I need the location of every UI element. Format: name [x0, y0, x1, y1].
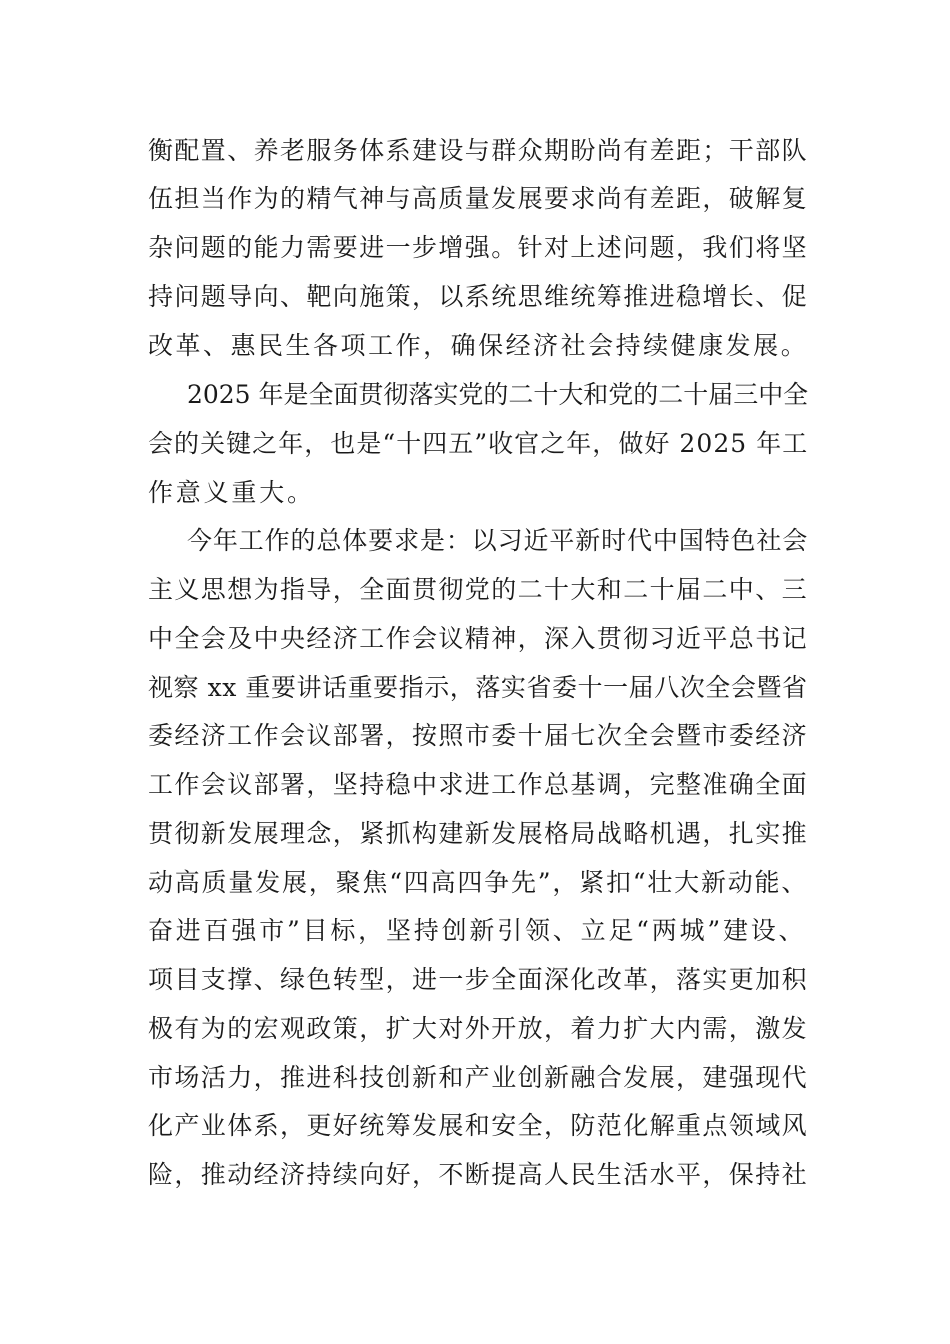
body-text-line: 杂问题的能力需要进一步增强。针对上述问题，我们将坚 — [148, 233, 809, 262]
body-text-line: 贯彻新发展理念，紧抓构建新发展格局战略机遇，扎实推 — [148, 819, 809, 848]
body-text-line: 委经济工作会议部署，按照市委十届七次全会暨市委经济 — [148, 721, 809, 750]
body-text-line: 改革、惠民生各项工作，确保经济社会持续健康发展。 — [148, 331, 809, 360]
body-text-line: 会的关键之年，也是“十四五”收官之年，做好 2025 年工 — [148, 429, 809, 458]
body-text-line: 化产业体系，更好统筹发展和安全，防范化解重点领域风 — [148, 1111, 809, 1140]
body-text-line: 衡配置、养老服务体系建设与群众期盼尚有差距；干部队 — [148, 136, 809, 165]
paragraph-start-line: 今年工作的总体要求是：以习近平新时代中国特色社会 — [187, 526, 809, 555]
body-text-line: 险，推动经济持续向好，不断提高人民生活水平，保持社 — [148, 1160, 809, 1189]
body-text-line: 中全会及中央经济工作会议精神，深入贯彻习近平总书记 — [148, 624, 809, 653]
body-text-line: 工作会议部署，坚持稳中求进工作总基调，完整准确全面 — [148, 770, 809, 799]
body-text-line: 项目支撑、绿色转型，进一步全面深化改革，落实更加积 — [148, 965, 809, 994]
body-text-line: 主义思想为指导，全面贯彻党的二十大和二十届二中、三 — [148, 575, 809, 604]
body-text-line: 持问题导向、靶向施策，以系统思维统筹推进稳增长、促 — [148, 282, 809, 311]
body-text-line: 奋进百强市”目标，坚持创新引领、立足“两城”建设、 — [148, 916, 807, 945]
body-text-line: 动高质量发展，聚焦“四高四争先”，紧扣“壮大新动能、 — [148, 868, 809, 897]
body-text-line: 市场活力，推进科技创新和产业创新融合发展，建强现代 — [148, 1063, 809, 1092]
body-text-line: 伍担当作为的精气神与高质量发展要求尚有差距，破解复 — [148, 184, 809, 213]
body-text-line: 极有为的宏观政策，扩大对外开放，着力扩大内需，激发 — [148, 1014, 809, 1043]
body-text-line: 视察 xx 重要讲话重要指示，落实省委十一届八次全会暨省 — [148, 673, 808, 702]
paragraph-start-line: 2025 年是全面贯彻落实党的二十大和党的二十届三中全 — [187, 380, 809, 409]
body-text-line: 作意义重大。 — [148, 478, 315, 507]
